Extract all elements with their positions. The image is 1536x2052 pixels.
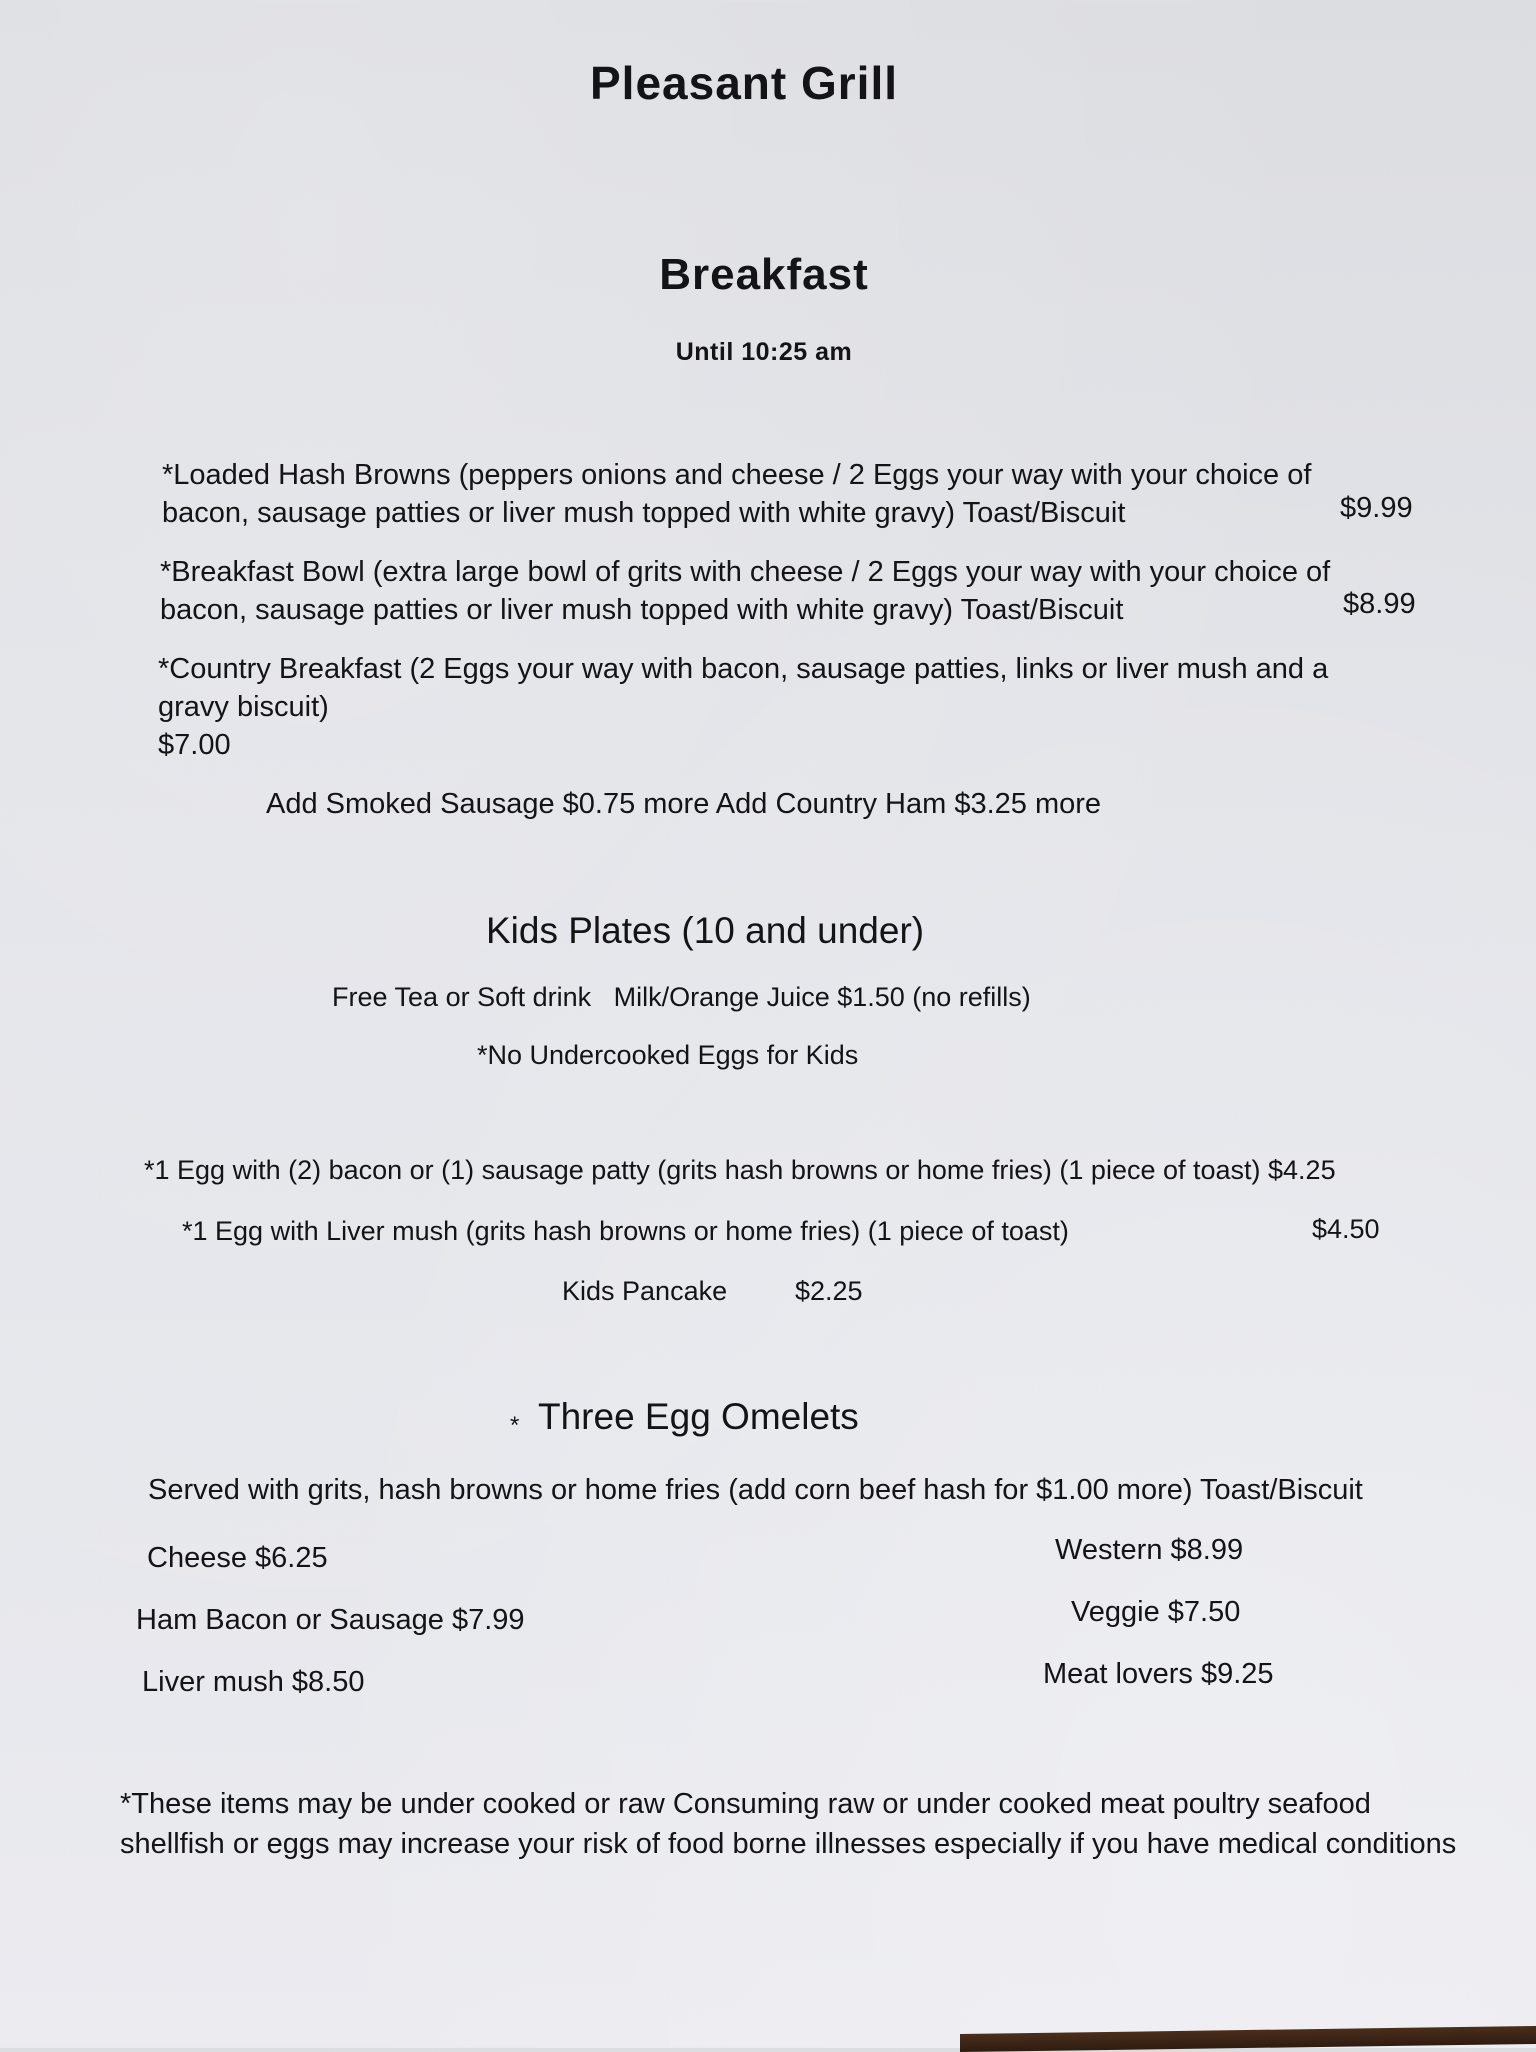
- omelets-heading: Three Egg Omelets: [538, 1396, 859, 1437]
- omelet-item: Western $8.99: [1055, 1534, 1244, 1566]
- menu-item-loaded-hash-browns: [162, 456, 1311, 532]
- breakfast-heading: Breakfast: [659, 250, 869, 299]
- table-edge: [960, 2026, 1536, 2052]
- menu-item-country-breakfast: [158, 650, 1328, 764]
- kids-heading: Kids Plates (10 and under): [486, 910, 925, 951]
- menu-item-description: *Breakfast Bowl (extra large bowl of grits with cheese / 2 Eggs your way with your choice of: [160, 556, 1331, 588]
- menu-item-description: bacon, sausage patties or liver mush topped with white gravy) Toast/Biscuit: [160, 594, 1124, 626]
- menu-item-breakfast-bowl: [160, 553, 1330, 629]
- kids-drinks: Free Tea or Soft drink Milk/Orange Juice $1.50 (no refills): [332, 982, 1031, 1012]
- menu-item-price: $9.99: [1340, 492, 1413, 524]
- menu-item-description: *Country Breakfast (2 Eggs your way with bacon, sausage patties, links or liver mush and a: [158, 653, 1329, 685]
- menu-item-price: $7.00: [158, 729, 231, 761]
- menu-item-price: $8.99: [1343, 588, 1416, 620]
- omelet-item: Meat lovers $9.25: [1043, 1658, 1274, 1690]
- food-safety-disclaimer: [120, 1784, 1456, 1864]
- omelet-item: Cheese $6.25: [147, 1542, 328, 1574]
- omelet-item: Liver mush $8.50: [142, 1666, 365, 1698]
- omelets-served-with: Served with grits, hash browns or home fries (add corn beef hash for $1.00 more) Toast/Biscuit: [148, 1474, 1363, 1506]
- omelet-item: Veggie $7.50: [1071, 1596, 1241, 1628]
- menu-item-description: bacon, sausage patties or liver mush topped with white gravy) Toast/Biscuit: [162, 497, 1126, 529]
- kids-item-egg-liver-mush: *1 Egg with Liver mush (grits hash browns or home fries) (1 piece of toast): [182, 1216, 1069, 1246]
- omelet-star-marker: *: [510, 1412, 520, 1439]
- kids-item-price: $4.50: [1312, 1214, 1380, 1244]
- menu-item-description: *Loaded Hash Browns (peppers onions and cheese / 2 Eggs your way with your choice of: [162, 459, 1312, 491]
- menu-item-description: gravy biscuit): [158, 691, 329, 723]
- breakfast-hours: Until 10:25 am: [675, 338, 853, 366]
- kids-item-pancake: Kids Pancake: [562, 1276, 728, 1306]
- kids-item-price: $2.25: [795, 1276, 863, 1306]
- kids-item-egg-bacon: *1 Egg with (2) bacon or (1) sausage patty (grits hash browns or home fries) (1 piece of toast) $4.25: [144, 1155, 1336, 1185]
- omelet-item: Ham Bacon or Sausage $7.99: [136, 1604, 525, 1636]
- kids-note: *No Undercooked Eggs for Kids: [477, 1040, 859, 1070]
- breakfast-addons: Add Smoked Sausage $0.75 more Add Country Ham $3.25 more: [266, 788, 1102, 820]
- disclaimer-line: shellfish or eggs may increase your risk of food borne illnesses especially if you have medical conditions: [120, 1828, 1457, 1860]
- disclaimer-line: *These items may be under cooked or raw Consuming raw or under cooked meat poultry seafood: [120, 1788, 1371, 1820]
- restaurant-name: Pleasant Grill: [589, 57, 898, 109]
